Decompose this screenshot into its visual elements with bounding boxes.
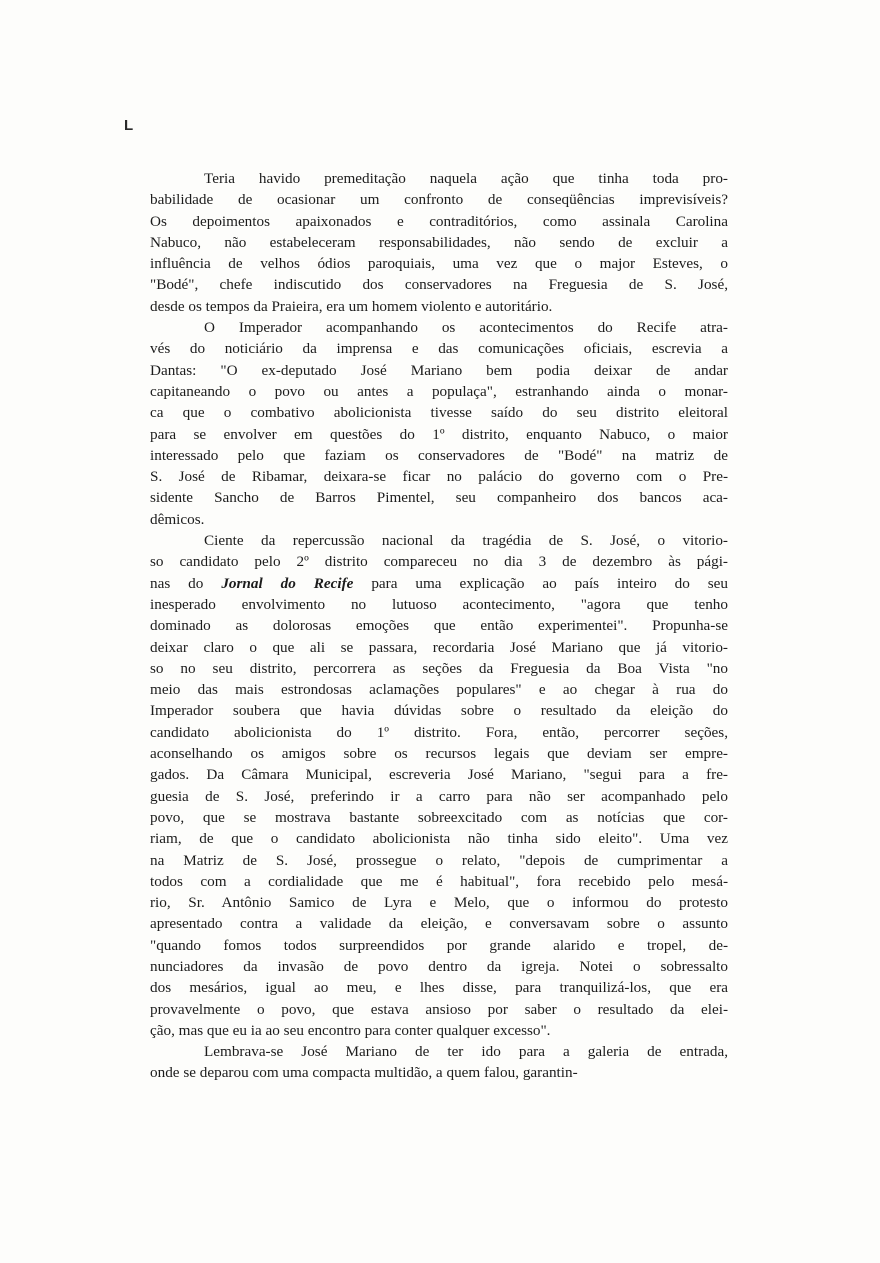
- text-line: desde os tempos da Praieira, era um homem violento e autoritário.: [150, 297, 553, 315]
- text-line: candidato abolicionista do 1º distrito. Fora, então, percorrer seções,: [150, 723, 728, 741]
- text-line: inesperado envolvimento no lutuoso acontecimento, "agora que tenho: [150, 595, 728, 613]
- text-line: Teria havido premeditação naquela ação que tinha toda pro-: [204, 170, 728, 187]
- paragraph: [150, 532, 728, 1043]
- text-line: O Imperador acompanhando os acontecimentos do Recife atra-: [204, 319, 728, 337]
- text-line: interessado pelo que faziam os conservadores de "Bodé" na matriz de: [150, 446, 728, 464]
- text-line: "quando fomos todos surpreendidos por grande alarido e tropel, de-: [150, 936, 728, 954]
- text-line: babilidade de ocasionar um confronto de conseqüências imprevisíveis?: [150, 191, 728, 209]
- text-line: deixar claro o que ali se passara, recordaria José Mariano que já vitorio-: [150, 638, 728, 656]
- text-line: dominado as dolorosas emoções que então experimentei". Propunha-se: [150, 617, 728, 635]
- text-line: onde se deparou com uma compacta multidão, a quem falou, garantin-: [150, 1064, 578, 1082]
- text-line: vés do noticiário da imprensa e das comunicações oficiais, escrevia a: [150, 340, 728, 358]
- text-line: dêmicos.: [150, 510, 205, 528]
- text-line: Lembrava-se José Mariano de ter ido para a galeria de entrada,: [204, 1043, 728, 1061]
- text-line: apresentado contra a validade da eleição, e conversavam sobre o assunto: [150, 915, 728, 933]
- text-line: S. José de Ribamar, deixara-se ficar no palácio do governo com o Pre-: [150, 468, 728, 486]
- text-line: aconselhando os amigos sobre os recursos legais que deviam ser empre-: [150, 745, 728, 763]
- text-line: ca que o combativo abolicionista tivesse saído do seu distrito eleitoral: [150, 404, 728, 422]
- text-line: riam, de que o candidato abolicionista não tinha sido eleito". Uma vez: [150, 830, 728, 848]
- page-mark: L: [124, 117, 134, 134]
- text-line: nas do Jornal do Recife para uma explicação ao país inteiro do seu: [150, 574, 728, 592]
- text-line: Dantas: "O ex-deputado José Mariano bem podia deixar de andar: [150, 361, 728, 379]
- text-line: so no seu distrito, percorrera as seções da Freguesia da Boa Vista "no: [150, 659, 728, 677]
- text-line: povo, que se mostrava bastante sobreexcitado com as notícias que cor-: [150, 808, 728, 826]
- text-line: guesia de S. José, preferindo ir a carro para não ser acompanhado pelo: [150, 787, 728, 805]
- text-line: capitaneando o povo ou antes a populaça", estranhando ainda o monar-: [150, 382, 728, 400]
- text-line: influência de velhos ódios paroquiais, uma vez que o major Esteves, o: [150, 255, 728, 273]
- text-line: todos com a cordialidade que me é habitual", fora recebido pelo mesá-: [150, 872, 728, 890]
- text-line: Nabuco, não estabeleceram responsabilidades, não sendo de excluir a: [150, 233, 728, 251]
- text-line: para se envolver em questões do 1º distrito, enquanto Nabuco, o maior: [150, 425, 728, 443]
- text-line: Os depoimentos apaixonados e contraditórios, como assinala Carolina: [150, 212, 728, 230]
- text-line: "Bodé", chefe indiscutido dos conservadores na Freguesia de S. José,: [150, 276, 728, 294]
- text-line: ção, mas que eu ia ao seu encontro para conter qualquer excesso".: [150, 1021, 551, 1039]
- paragraph: [150, 1043, 728, 1086]
- paragraph: [150, 170, 728, 319]
- text-line: gados. Da Câmara Municipal, escreveria José Mariano, "segui para a fre-: [150, 766, 728, 784]
- paragraph: [150, 319, 728, 532]
- text-line: rio, Sr. Antônio Samico de Lyra e Melo, que o informou do protesto: [150, 894, 728, 912]
- text-line: na Matriz de S. José, prossegue o relato, "depois de cumprimentar a: [150, 851, 728, 869]
- journal-title: Jornal do Recife: [221, 574, 354, 592]
- text-line: sidente Sancho de Barros Pimentel, seu companheiro dos bancos aca-: [150, 489, 728, 507]
- text-line: meio das mais estrondosas aclamações populares" e ao chegar à rua do: [150, 681, 728, 699]
- body-text: [150, 170, 728, 1086]
- text-line: Imperador soubera que havia dúvidas sobre o resultado da eleição do: [150, 702, 728, 720]
- text-line: provavelmente o povo, que estava ansioso por saber o resultado da elei-: [150, 1000, 728, 1018]
- text-line: so candidato pelo 2º distrito compareceu no dia 3 de dezembro às pági-: [150, 553, 728, 571]
- text-line: dos mesários, igual ao meu, e lhes disse, para tranquilizá-los, que era: [150, 979, 728, 997]
- text-line: nunciadores da invasão de povo dentro da igreja. Notei o sobressalto: [150, 957, 728, 975]
- text-line: Ciente da repercussão nacional da tragédia de S. José, o vitorio-: [204, 532, 728, 550]
